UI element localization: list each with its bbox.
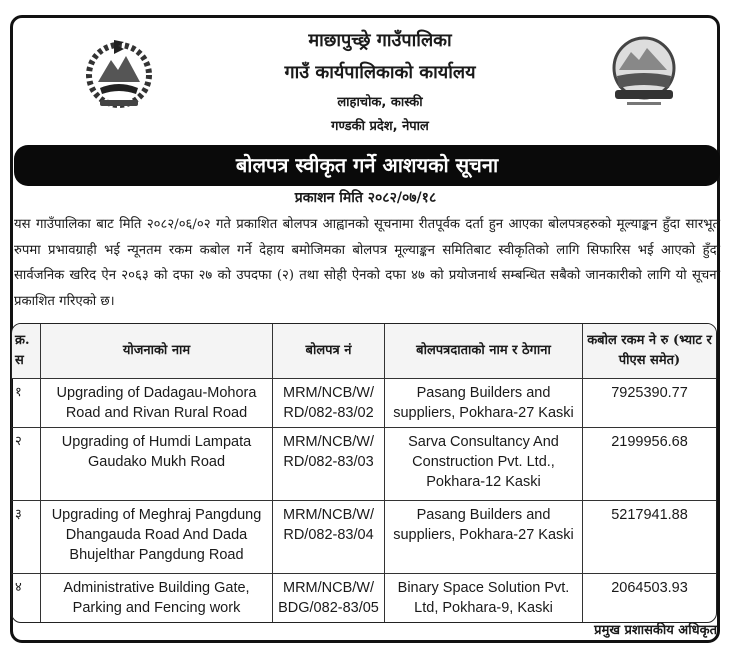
cell-sn: ३ xyxy=(12,501,41,574)
nepal-emblem-icon xyxy=(78,32,160,114)
header-amount: कबोल रकम ने रु (भ्याट र पीएस समेत) xyxy=(583,324,716,379)
publish-date: प्रकाशन मिति २०८२/०७/१८ xyxy=(294,190,437,206)
header-bid-no: बोलपत्र नं xyxy=(273,324,385,379)
cell-amount: 2199956.68 xyxy=(583,428,716,501)
province-country: गण्डकी प्रदेश, नेपाल xyxy=(331,119,429,134)
cell-project-name: Upgrading of Humdi Lampata Gaudako Mukh Road xyxy=(41,428,273,501)
signatory-title: प्रमुख प्रशासकीय अधिकृत xyxy=(594,623,717,638)
cell-bidder: Binary Space Solution Pvt. Ltd, Pokhara-9, Kaski xyxy=(385,574,583,622)
municipality-name: माछापुच्छ्रे गाउँपालिका xyxy=(308,30,452,51)
cell-sn: ४ xyxy=(12,574,41,622)
cell-project-name: Upgrading of Meghraj Pangdung Dhangauda Road And Dada Bhujelthar Pangdung Road xyxy=(41,501,273,574)
cell-sn: १ xyxy=(12,379,41,428)
cell-amount: 5217941.88 xyxy=(583,501,716,574)
office-address: लाहाचोक, कास्की xyxy=(337,95,423,110)
table-header-row xyxy=(12,324,716,379)
table-row xyxy=(12,428,716,501)
notice-body: यस गाउँपालिका बाट मिति २०८२/०६/०२ गते प्रकाशित बोलपत्र आह्वानको सूचनामा रीतपूर्वक दर्ता हुन आएका बोलपत्रहरुको मूल्याङ्कन हुँदा सारभूत रुपमा प्रभावग्राही भई न्यूनतम रकम कबोल गर्ने देहाय बमोजिमका बोलपत्र मूल्याङ्कन समितिबाट स्वीकृतिको लागि सिफारिस भई आएको हुँदा सार्वजनिक खरिद ऐन २०६३ को दफा २७ को उपदफा (२) तथा सोही ऐनको दफा ४७ को प्रयोजनार्थ सम्बन्धित सबैको जानकारीको लागि यो सूचना प्रकाशित गरिएको छ। xyxy=(14,217,720,309)
header-bidder: बोलपत्रदाताको नाम र ठेगाना xyxy=(385,324,583,379)
header-sn: क्र. स xyxy=(12,324,41,379)
cell-sn: २ xyxy=(12,428,41,501)
table-row xyxy=(12,379,716,428)
cell-bidder: Sarva Consultancy And Construction Pvt. Ltd., Pokhara-12 Kaski xyxy=(385,428,583,501)
bid-table xyxy=(11,323,717,623)
cell-project-name: Upgrading of Dadagau-Mohora Road and Rivan Rural Road xyxy=(41,379,273,428)
cell-amount: 2064503.93 xyxy=(611,580,688,596)
table-row xyxy=(12,574,716,622)
cell-bidder: Pasang Builders and suppliers, Pokhara-27 Kaski xyxy=(385,379,583,428)
notice-title: बोलपत्र स्वीकृत गर्ने आशयको सूचना xyxy=(14,145,720,186)
header-project-name: योजनाको नाम xyxy=(41,324,273,379)
cell-bid-no: MRM/NCB/W/ RD/082-83/04 xyxy=(273,501,385,574)
municipality-logo-icon xyxy=(605,30,683,112)
cell-amount: 7925390.77 xyxy=(583,379,716,428)
cell-bid-no: MRM/NCB/W/ RD/082-83/03 xyxy=(273,428,385,501)
cell-bid-no: MRM/NCB/W/ BDG/082-83/05 xyxy=(273,574,385,622)
cell-bidder: Pasang Builders and suppliers, Pokhara-27 Kaski xyxy=(385,501,583,574)
table-row xyxy=(12,501,716,574)
cell-bid-no: MRM/NCB/W/ RD/082-83/02 xyxy=(273,379,385,428)
office-name: गाउँ कार्यपालिकाको कार्यालय xyxy=(284,62,476,83)
cell-project-name: Administrative Building Gate, Parking and Fencing work xyxy=(41,574,273,622)
